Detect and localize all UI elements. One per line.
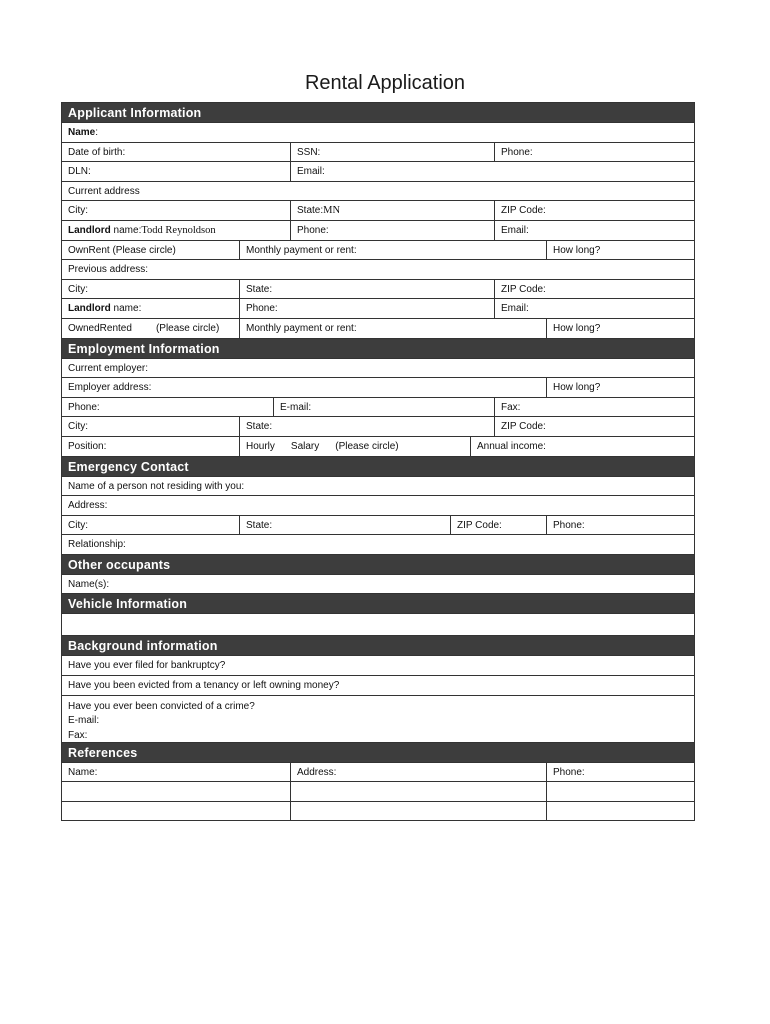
employer-city-row — [62, 417, 694, 437]
emergency-address-row — [62, 496, 694, 516]
city-row — [62, 201, 694, 221]
landlord-name-value: Todd Reynoldson — [141, 224, 216, 236]
own-rent-field[interactable]: OwnRent (Please circle) — [68, 244, 176, 256]
emergency-address-field[interactable]: Address: — [68, 500, 108, 512]
landlord-name-field[interactable] — [62, 221, 290, 240]
city-field[interactable]: City: — [68, 205, 88, 217]
prev-monthly-payment-field[interactable]: Monthly payment or rent: — [239, 319, 546, 338]
owned-rented-field[interactable] — [62, 319, 239, 338]
emergency-city-field[interactable]: City: — [68, 519, 88, 531]
occupant-names-field[interactable]: Name(s): — [68, 578, 110, 590]
previous-address-field[interactable]: Previous address: — [68, 264, 149, 276]
current-address-field[interactable]: Current address — [68, 185, 140, 197]
reference-1-phone[interactable] — [546, 782, 696, 801]
monthly-payment-field[interactable]: Monthly payment or rent: — [239, 241, 546, 260]
convicted-field[interactable] — [68, 700, 255, 744]
prev-landlord-label: Landlord — [68, 303, 111, 315]
prev-landlord-row — [62, 299, 694, 319]
employer-fax-field[interactable]: Fax: — [494, 398, 696, 417]
annual-income-field[interactable]: Annual income: — [470, 437, 696, 456]
salary-option[interactable]: Salary — [290, 440, 320, 452]
prev-zip-field[interactable]: ZIP Code: — [494, 280, 696, 299]
email-field[interactable]: Email: — [290, 162, 696, 181]
emergency-state-field[interactable]: State: — [239, 516, 450, 535]
emergency-name-row — [62, 477, 694, 497]
prev-city-field[interactable]: City: — [68, 283, 88, 295]
name-row — [62, 123, 694, 143]
background-fax-label: Fax: — [68, 729, 88, 741]
previous-address-row — [62, 260, 694, 280]
reference-row — [62, 802, 694, 822]
landlord-label: Landlord — [68, 224, 111, 236]
employer-address-field[interactable]: Employer address: — [68, 382, 152, 394]
employer-address-row — [62, 378, 694, 398]
prev-landlord-phone-field[interactable]: Phone: — [239, 299, 494, 318]
dln-row — [62, 162, 694, 182]
reference-name-column: Name: — [68, 766, 98, 778]
rental-application-form — [61, 102, 695, 821]
current-employer-row — [62, 359, 694, 379]
employer-phone-field[interactable]: Phone: — [68, 401, 100, 413]
employer-how-long-field[interactable]: How long? — [546, 378, 696, 397]
please-circle-label: (Please circle) — [155, 322, 220, 334]
name-label: Name — [68, 127, 96, 138]
ssn-field[interactable]: SSN: — [290, 143, 494, 162]
zip-field[interactable]: ZIP Code: — [494, 201, 696, 220]
dob-row — [62, 143, 694, 163]
reference-2-name[interactable] — [62, 802, 290, 821]
reference-2-phone[interactable] — [546, 802, 696, 821]
emergency-contact-header: Emergency Contact — [62, 457, 694, 477]
dob-field[interactable]: Date of birth: — [68, 146, 126, 158]
reference-row — [62, 782, 694, 802]
prev-landlord-email-field[interactable]: Email: — [494, 299, 696, 318]
background-info-header: Background information — [62, 636, 694, 656]
bankruptcy-row — [62, 656, 694, 676]
name-colon: : — [95, 127, 99, 138]
vehicle-info-header: Vehicle Information — [62, 594, 694, 614]
emergency-city-row — [62, 516, 694, 536]
pay-type-field[interactable] — [239, 437, 470, 456]
current-address-row — [62, 182, 694, 202]
prev-how-long-field[interactable]: How long? — [546, 319, 696, 338]
reference-1-address[interactable] — [290, 782, 546, 801]
vehicle-info-field[interactable] — [62, 614, 696, 635]
name-field[interactable] — [62, 123, 696, 142]
relationship-field[interactable]: Relationship: — [68, 539, 126, 551]
reference-phone-column: Phone: — [546, 763, 696, 782]
own-rent-row — [62, 241, 694, 261]
landlord-email-field[interactable]: Email: — [494, 221, 696, 240]
evicted-field[interactable]: Have you been evicted from a tenancy or left owning money? — [68, 680, 340, 692]
current-employer-field[interactable]: Current employer: — [68, 362, 149, 374]
landlord-name-label: name: — [110, 224, 142, 236]
position-row — [62, 437, 694, 457]
background-email-label: E-mail: — [68, 715, 100, 727]
landlord-phone-field[interactable]: Phone: — [290, 221, 494, 240]
employer-email-field[interactable]: E-mail: — [273, 398, 494, 417]
applicant-info-header: Applicant Information — [62, 103, 694, 123]
references-header-row — [62, 763, 694, 783]
prev-city-row — [62, 280, 694, 300]
employer-zip-field[interactable]: ZIP Code: — [494, 417, 696, 436]
how-long-field[interactable]: How long? — [546, 241, 696, 260]
reference-1-name[interactable] — [62, 782, 290, 801]
position-field[interactable]: Position: — [68, 440, 107, 452]
emergency-zip-field[interactable]: ZIP Code: — [450, 516, 546, 535]
evicted-row — [62, 676, 694, 696]
pay-please-circle-label: (Please circle) — [335, 440, 399, 452]
prev-landlord-name-field[interactable] — [62, 299, 239, 318]
form-title: Rental Application — [304, 72, 466, 94]
owned-rented-row — [62, 319, 694, 339]
phone-field[interactable]: Phone: — [494, 143, 696, 162]
employment-info-header: Employment Information — [62, 339, 694, 359]
emergency-name-field[interactable]: Name of a person not residing with you: — [68, 480, 245, 492]
other-occupants-header: Other occupants — [62, 555, 694, 575]
convicted-row — [62, 696, 694, 743]
employer-city-field[interactable]: City: — [68, 421, 88, 433]
landlord-row — [62, 221, 694, 241]
state-label: State: — [297, 205, 324, 217]
relationship-row — [62, 535, 694, 555]
vehicle-info-row — [62, 614, 694, 636]
convicted-label: Have you ever been convicted of a crime? — [68, 700, 255, 712]
state-value: MN — [323, 205, 341, 217]
occupant-names-row — [62, 575, 694, 595]
employer-phone-row — [62, 398, 694, 418]
prev-landlord-name-label: name: — [110, 303, 142, 315]
references-header: References — [62, 743, 694, 763]
hourly-option[interactable]: Hourly — [246, 440, 275, 452]
reference-address-column: Address: — [290, 763, 546, 782]
employer-state-field[interactable]: State: — [239, 417, 494, 436]
prev-state-field[interactable]: State: — [239, 280, 494, 299]
state-field[interactable] — [290, 201, 494, 220]
owned-rented-label: OwnedRented — [68, 322, 132, 334]
bankruptcy-field[interactable]: Have you ever filed for bankruptcy? — [68, 660, 226, 672]
dln-field[interactable]: DLN: — [68, 166, 91, 178]
emergency-phone-field[interactable]: Phone: — [546, 516, 696, 535]
reference-2-address[interactable] — [290, 802, 546, 821]
